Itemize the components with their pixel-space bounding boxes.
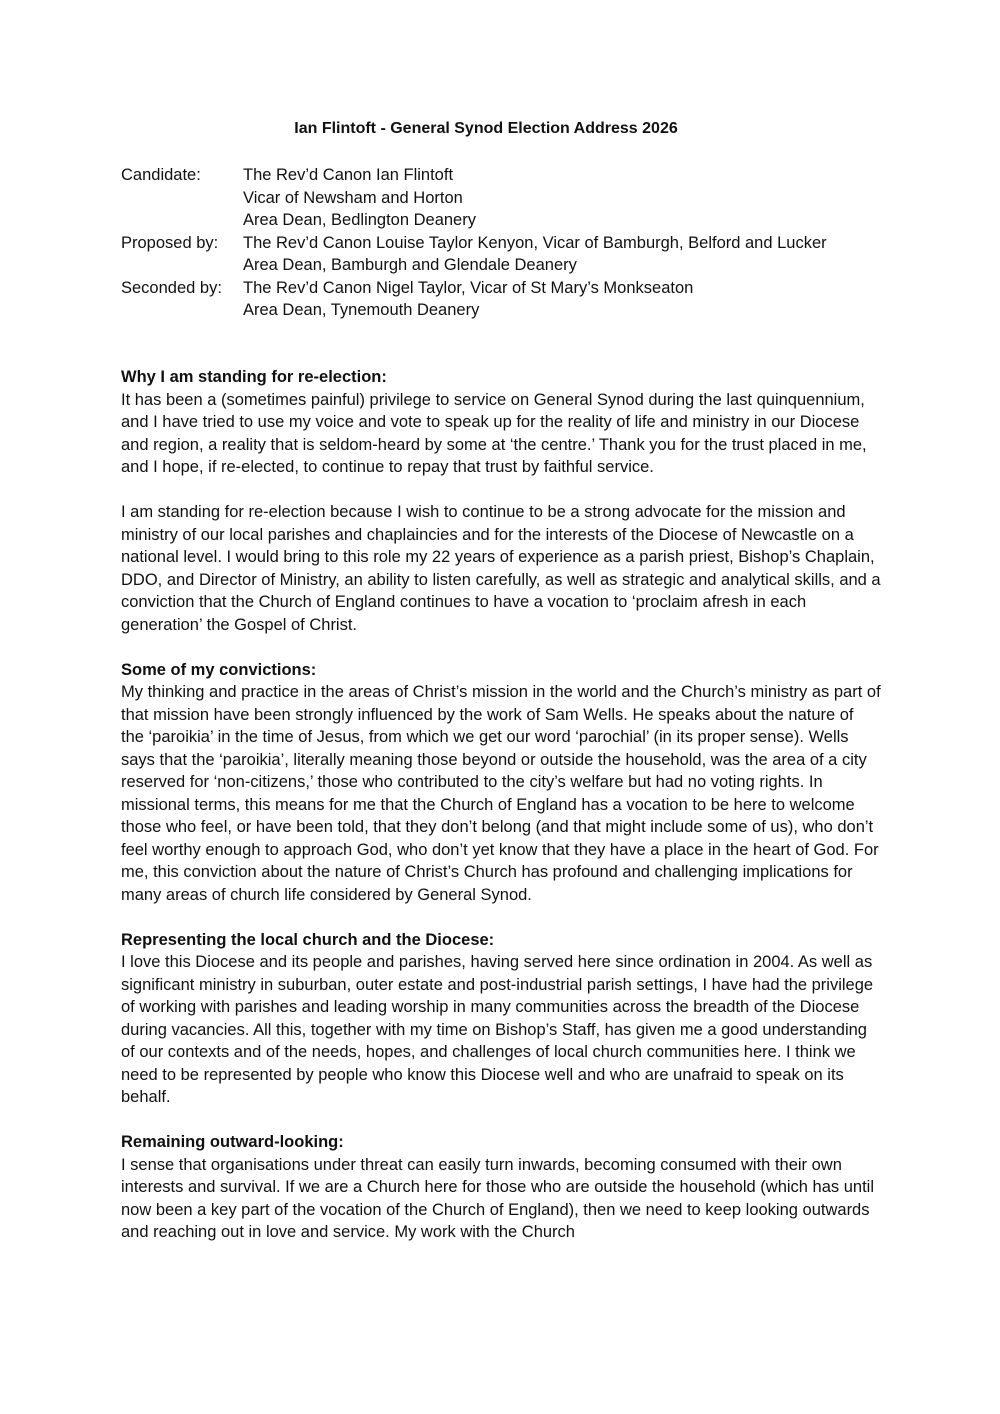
proposer-name: The Rev’d Canon Louise Taylor Kenyon, Vicar of Bamburgh, Belford and Lucker — [243, 233, 827, 252]
section-heading: Remaining outward-looking: — [121, 1133, 344, 1151]
proposer-label: Proposed by: — [121, 233, 219, 252]
candidate-label: Candidate: — [121, 166, 201, 184]
nomination-details — [121, 164, 891, 322]
candidate-deanery: Area Dean, Bedlington Deanery — [243, 211, 476, 229]
seconder-row — [121, 277, 891, 322]
candidate-row — [121, 164, 891, 232]
seconder-name: The Rev’d Canon Nigel Taylor, Vicar of St Mary’s Monkseaton — [243, 278, 694, 297]
paragraph: I love this Diocese and its people and parishes, having served here since ordination in 2004. As well as significant ministry in suburban, outer estate and post-industrial parish settings, I have had the privilege of working with parishes and leading worship in many communities across the breadth of the Diocese during vacancies. All this, together with my time on Bishop’s Staff, has given me a good understanding of our contexts and of the needs, hopes, and challenges of local church communities here. I think we need to be represented by people who know this Diocese well and who are unafraid to speak on its behalf. — [121, 953, 874, 1106]
proposer-row — [121, 232, 891, 277]
seconder-deanery: Area Dean, Tynemouth Deanery — [243, 301, 480, 319]
paragraph: It has been a (sometimes painful) privilege to service on General Synod during the last quinquennium, and I have tried to use my voice and vote to speak up for the reality of life and ministry in our Diocese and region, a reality that is seldom-heard by some at ‘the centre.’ Thank you for the trust placed in me, and I hope, if re-elected, to continue to repay that trust by faithful service. — [121, 390, 867, 476]
page-title: Ian Flintoft - General Synod Election Address 2026 — [294, 120, 678, 137]
seconder-label: Seconded by: — [121, 278, 222, 297]
paragraph: I am standing for re-election because I wish to continue to be a strong advocate for the mission and ministry of our local parishes and chaplaincies and for the interests of the Diocese of Newcastle on a national level. I would bring to this role my 22 years of experience as a parish priest, Bishop’s Chaplain, DDO, and Director of Ministry, an ability to listen carefully, as well as strategic and analytical skills, and a conviction that the Church of England continues to have a vocation to ‘proclaim afresh in each generation’ the Gospel of Christ. — [121, 503, 881, 634]
proposer-deanery: Area Dean, Bamburgh and Glendale Deanery — [243, 256, 577, 274]
candidate-role: Vicar of Newsham and Horton — [243, 188, 463, 207]
section-heading: Why I am standing for re-election: — [121, 368, 387, 386]
candidate-name: The Rev’d Canon Ian Flintoft — [243, 166, 454, 184]
section-heading: Some of my convictions: — [121, 660, 317, 679]
paragraph: My thinking and practice in the areas of Christ’s mission in the world and the Church’s ministry as part of that mission have been strongly influenced by the work of Sam Wells. He speaks about the nature of the ‘paroikia’ in the time of Jesus, from which we get our word ‘parochial’ (in its proper sense). Wells says that the ‘paroikia’, literally meaning those beyond or outside the household, was the area of a city reserved for ‘non-citizens,’ those who contributed to the city’s welfare but had no voting rights. In missional terms, this means for me that the Church of England has a vocation to be here to welcome those who feel, or have been told, that they don’t belong (and that might include some of us), who don’t feel worthy enough to approach God, who don’t yet know that they have a place in the heart of God. For me, this conviction about the nature of Christ’s Church has profound and challenging implications for many areas of church life considered by General Synod. — [121, 683, 881, 904]
paragraph: I sense that organisations under threat can easily turn inwards, becoming consumed with their own interests and survival. If we are a Church here for those who are outside the household (which has until now been a key part of the vocation of the Church of England), then we need to keep looking outwards and reaching out in love and service. My work with the Church — [121, 1155, 874, 1241]
address-body — [121, 366, 881, 1244]
section-heading: Representing the local church and the Diocese: — [121, 930, 495, 949]
